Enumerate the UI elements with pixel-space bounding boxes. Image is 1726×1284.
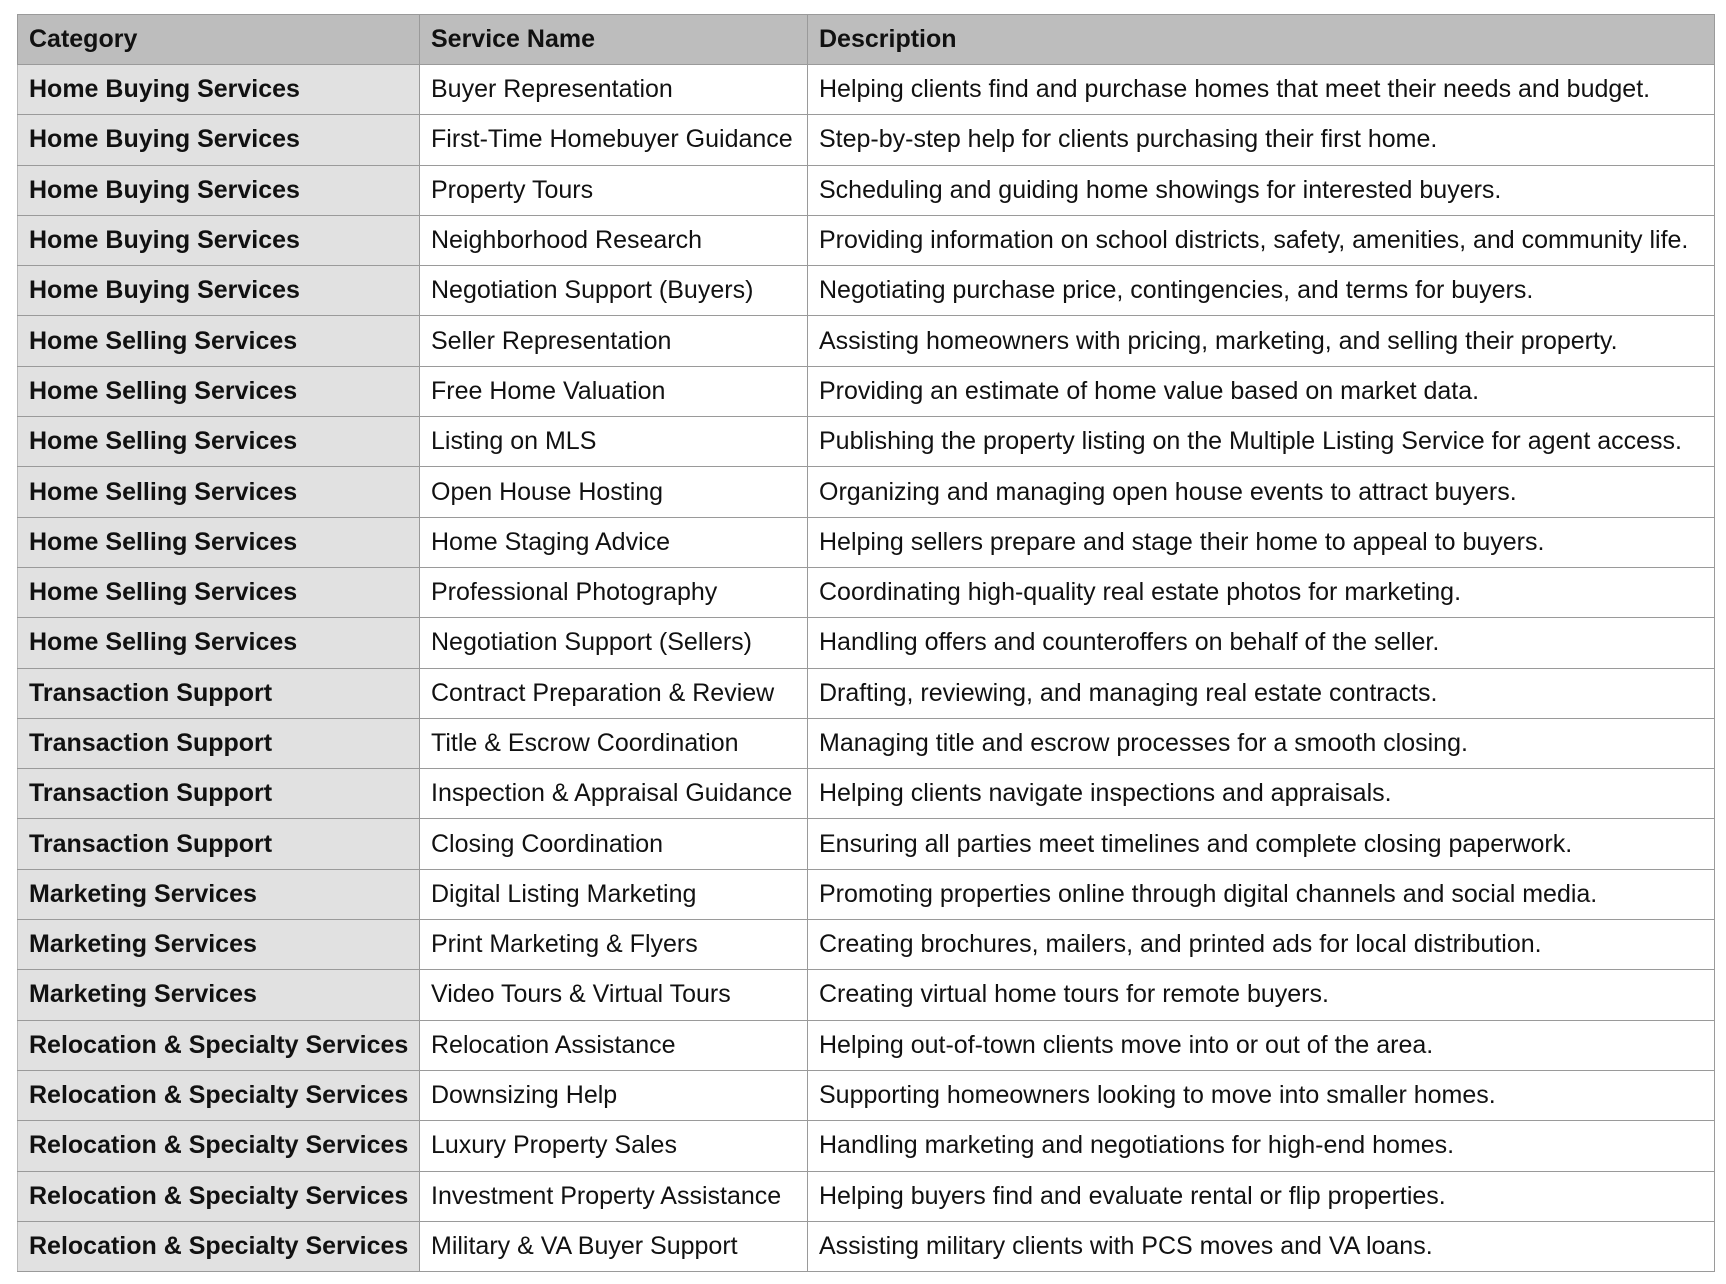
service-name-cell: Video Tours & Virtual Tours: [420, 970, 808, 1020]
description-cell: Coordinating high-quality real estate photos for marketing.: [808, 567, 1715, 617]
category-cell: Home Selling Services: [18, 567, 420, 617]
table-row: [18, 1020, 1715, 1070]
category-cell: Relocation & Specialty Services: [18, 1171, 420, 1221]
category-cell: Home Selling Services: [18, 517, 420, 567]
category-cell: Home Buying Services: [18, 215, 420, 265]
header-row: [18, 15, 1715, 65]
service-name-cell: Property Tours: [420, 165, 808, 215]
description-cell: Handling offers and counteroffers on behalf of the seller.: [808, 618, 1715, 668]
service-name-cell: Inspection & Appraisal Guidance: [420, 769, 808, 819]
category-cell: Home Selling Services: [18, 417, 420, 467]
service-name-cell: First-Time Homebuyer Guidance: [420, 115, 808, 165]
category-cell: Relocation & Specialty Services: [18, 1020, 420, 1070]
description-cell: Supporting homeowners looking to move into smaller homes.: [808, 1070, 1715, 1120]
category-cell: Marketing Services: [18, 869, 420, 919]
service-name-cell: Professional Photography: [420, 567, 808, 617]
description-cell: Organizing and managing open house events to attract buyers.: [808, 467, 1715, 517]
service-name-cell: Print Marketing & Flyers: [420, 920, 808, 970]
description-cell: Helping clients find and purchase homes that meet their needs and budget.: [808, 65, 1715, 115]
service-name-cell: Listing on MLS: [420, 417, 808, 467]
service-name-cell: Closing Coordination: [420, 819, 808, 869]
table-row: [18, 668, 1715, 718]
table-row: [18, 266, 1715, 316]
service-name-cell: Contract Preparation & Review: [420, 668, 808, 718]
description-cell: Providing an estimate of home value based on market data.: [808, 366, 1715, 416]
table-body: [18, 65, 1715, 1272]
service-name-cell: Title & Escrow Coordination: [420, 718, 808, 768]
category-cell: Home Buying Services: [18, 65, 420, 115]
table-row: [18, 718, 1715, 768]
category-cell: Home Selling Services: [18, 366, 420, 416]
category-cell: Relocation & Specialty Services: [18, 1070, 420, 1120]
description-cell: Drafting, reviewing, and managing real estate contracts.: [808, 668, 1715, 718]
category-cell: Home Selling Services: [18, 467, 420, 517]
table-header: [18, 15, 1715, 65]
description-cell: Helping buyers find and evaluate rental or flip properties.: [808, 1171, 1715, 1221]
description-cell: Step-by-step help for clients purchasing their first home.: [808, 115, 1715, 165]
category-cell: Relocation & Specialty Services: [18, 1221, 420, 1271]
description-cell: Helping out-of-town clients move into or out of the area.: [808, 1020, 1715, 1070]
description-cell: Managing title and escrow processes for a smooth closing.: [808, 718, 1715, 768]
service-name-cell: Downsizing Help: [420, 1070, 808, 1120]
description-cell: Assisting military clients with PCS moves and VA loans.: [808, 1221, 1715, 1271]
table-row: [18, 819, 1715, 869]
table-row: [18, 618, 1715, 668]
description-cell: Creating virtual home tours for remote buyers.: [808, 970, 1715, 1020]
table-row: [18, 417, 1715, 467]
description-cell: Promoting properties online through digital channels and social media.: [808, 869, 1715, 919]
service-name-cell: Buyer Representation: [420, 65, 808, 115]
category-cell: Relocation & Specialty Services: [18, 1121, 420, 1171]
service-name-cell: Seller Representation: [420, 316, 808, 366]
description-cell: Scheduling and guiding home showings for interested buyers.: [808, 165, 1715, 215]
table-row: [18, 65, 1715, 115]
services-table-container: [17, 14, 1714, 1272]
service-name-cell: Neighborhood Research: [420, 215, 808, 265]
table-row: [18, 1221, 1715, 1271]
description-cell: Assisting homeowners with pricing, marketing, and selling their property.: [808, 316, 1715, 366]
service-name-cell: Military & VA Buyer Support: [420, 1221, 808, 1271]
service-name-cell: Home Staging Advice: [420, 517, 808, 567]
description-cell: Ensuring all parties meet timelines and complete closing paperwork.: [808, 819, 1715, 869]
service-name-cell: Free Home Valuation: [420, 366, 808, 416]
description-cell: Providing information on school districts, safety, amenities, and community life.: [808, 215, 1715, 265]
table-row: [18, 467, 1715, 517]
table-row: [18, 215, 1715, 265]
category-cell: Marketing Services: [18, 970, 420, 1020]
service-name-cell: Negotiation Support (Buyers): [420, 266, 808, 316]
category-cell: Home Buying Services: [18, 115, 420, 165]
category-cell: Marketing Services: [18, 920, 420, 970]
category-cell: Transaction Support: [18, 718, 420, 768]
service-name-cell: Open House Hosting: [420, 467, 808, 517]
table-row: [18, 517, 1715, 567]
services-table: [17, 14, 1715, 1272]
category-cell: Home Buying Services: [18, 266, 420, 316]
header-description: Description: [808, 15, 1715, 65]
description-cell: Helping sellers prepare and stage their home to appeal to buyers.: [808, 517, 1715, 567]
description-cell: Publishing the property listing on the Multiple Listing Service for agent access.: [808, 417, 1715, 467]
service-name-cell: Investment Property Assistance: [420, 1171, 808, 1221]
description-cell: Creating brochures, mailers, and printed ads for local distribution.: [808, 920, 1715, 970]
table-row: [18, 769, 1715, 819]
header-category: Category: [18, 15, 420, 65]
category-cell: Home Selling Services: [18, 316, 420, 366]
category-cell: Home Buying Services: [18, 165, 420, 215]
category-cell: Home Selling Services: [18, 618, 420, 668]
service-name-cell: Luxury Property Sales: [420, 1121, 808, 1171]
header-service-name: Service Name: [420, 15, 808, 65]
service-name-cell: Relocation Assistance: [420, 1020, 808, 1070]
table-row: [18, 920, 1715, 970]
table-row: [18, 869, 1715, 919]
table-row: [18, 1070, 1715, 1120]
table-row: [18, 970, 1715, 1020]
table-row: [18, 316, 1715, 366]
service-name-cell: Digital Listing Marketing: [420, 869, 808, 919]
service-name-cell: Negotiation Support (Sellers): [420, 618, 808, 668]
description-cell: Handling marketing and negotiations for high-end homes.: [808, 1121, 1715, 1171]
table-row: [18, 366, 1715, 416]
category-cell: Transaction Support: [18, 769, 420, 819]
category-cell: Transaction Support: [18, 668, 420, 718]
table-row: [18, 567, 1715, 617]
category-cell: Transaction Support: [18, 819, 420, 869]
table-row: [18, 1171, 1715, 1221]
table-row: [18, 1121, 1715, 1171]
description-cell: Negotiating purchase price, contingencies, and terms for buyers.: [808, 266, 1715, 316]
table-row: [18, 165, 1715, 215]
table-row: [18, 115, 1715, 165]
description-cell: Helping clients navigate inspections and appraisals.: [808, 769, 1715, 819]
